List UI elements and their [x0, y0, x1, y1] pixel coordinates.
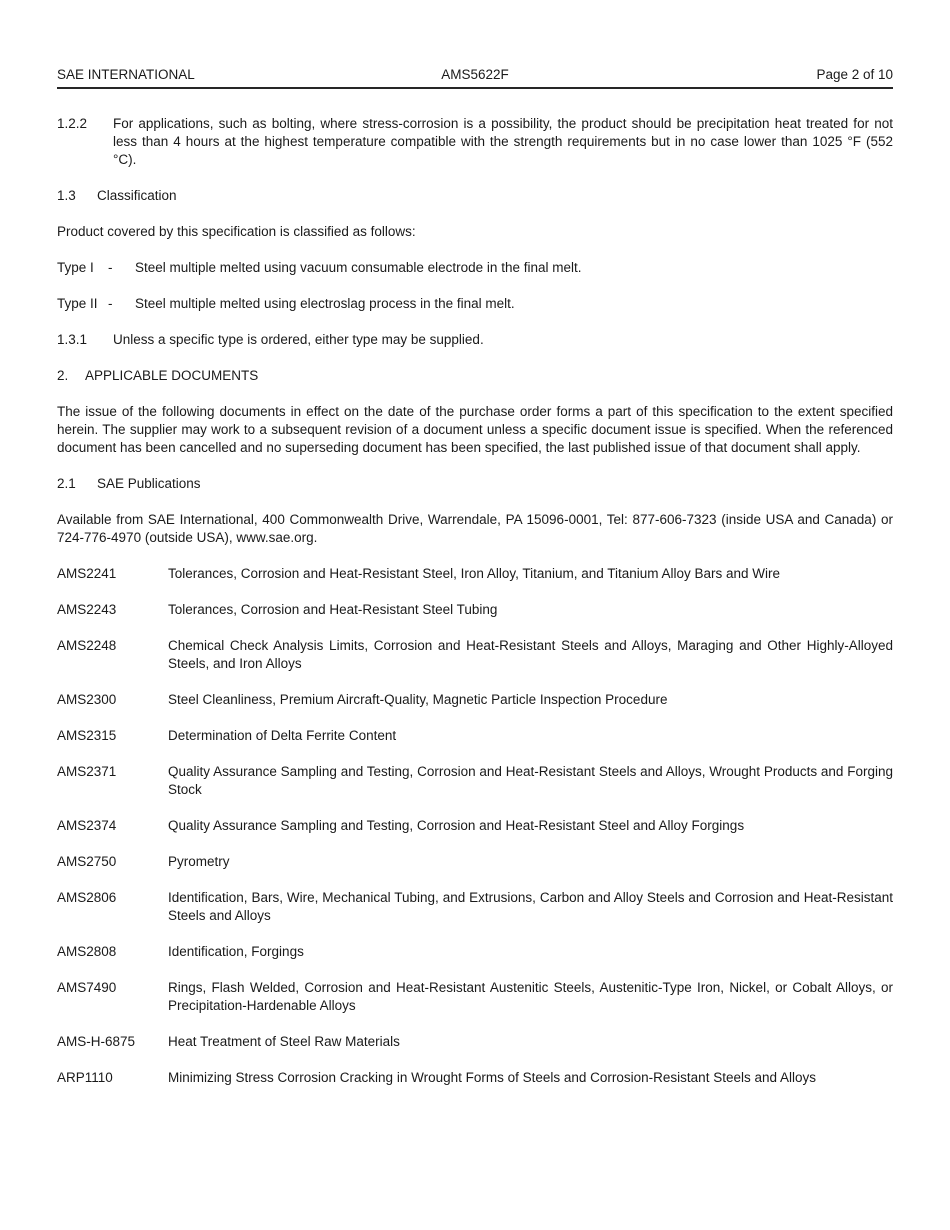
reference-title: Rings, Flash Welded, Corrosion and Heat-Resistant Austenitic Steels, Austenitic-Type Iron, Nickel, or Cobalt Alloys, or Precipitation-Hardenable Alloys	[168, 980, 893, 1013]
section-number: 2.	[57, 368, 69, 383]
clause-1-3-1	[57, 331, 893, 349]
reference-row	[57, 763, 893, 799]
header-organization: SAE INTERNATIONAL	[57, 67, 195, 82]
reference-title: Chemical Check Analysis Limits, Corrosion and Heat-Resistant Steels and Alloys, Maraging and Other Highly-Alloyed Steels, and Iron Alloys	[168, 638, 893, 671]
reference-code: AMS2248	[57, 638, 117, 653]
reference-code: AMS2750	[57, 854, 117, 869]
section-title: APPLICABLE DOCUMENTS	[85, 368, 259, 383]
reference-code: AMS2374	[57, 818, 117, 833]
reference-title: Tolerances, Corrosion and Heat-Resistant Steel Tubing	[168, 602, 498, 617]
reference-row	[57, 637, 893, 673]
paragraph-issue: The issue of the following documents in effect on the date of the purchase order forms a part of this specification to the extent specified herein. The supplier may work to a subsequent revision of a document unless a specific document issue is specified. When the referenced document has been cancelled and no superseding document has been specified, the last published issue of that document shall apply.	[57, 404, 893, 455]
clause-text: Unless a specific type is ordered, either type may be supplied.	[113, 332, 484, 347]
reference-code: AMS-H-6875	[57, 1034, 136, 1049]
reference-row	[57, 565, 893, 583]
reference-title: Identification, Bars, Wire, Mechanical Tubing, and Extrusions, Carbon and Alloy Steels and Corrosion and Heat-Resistant Steels and Alloys	[168, 890, 893, 923]
page-header	[57, 66, 893, 89]
reference-code: ARP1110	[57, 1070, 113, 1085]
header-page-number: Page 2 of 10	[816, 67, 894, 82]
reference-code: AMS2315	[57, 728, 117, 743]
clause-number: 1.2.2	[57, 116, 88, 131]
heading-2	[57, 367, 893, 385]
heading-2-1	[57, 475, 893, 493]
reference-row	[57, 853, 893, 871]
reference-row	[57, 601, 893, 619]
reference-code: AMS2808	[57, 944, 117, 959]
reference-row	[57, 691, 893, 709]
reference-code: AMS2241	[57, 566, 117, 581]
header-document-number: AMS5622F	[441, 67, 509, 82]
reference-title: Pyrometry	[168, 854, 230, 869]
type-description: Steel multiple melted using electroslag process in the final melt.	[135, 296, 515, 311]
document-body	[57, 115, 893, 1087]
reference-code: AMS2243	[57, 602, 117, 617]
reference-code: AMS2371	[57, 764, 117, 779]
type-label: Type II	[57, 296, 98, 311]
reference-row	[57, 727, 893, 745]
reference-code: AMS2806	[57, 890, 117, 905]
heading-1-3	[57, 187, 893, 205]
section-number: 2.1	[57, 476, 76, 491]
reference-code: AMS7490	[57, 980, 117, 995]
section-number: 1.3	[57, 188, 76, 203]
reference-code: AMS2300	[57, 692, 117, 707]
reference-title: Quality Assurance Sampling and Testing, Corrosion and Heat-Resistant Steels and Alloys, Wrought Products and Forging Stock	[168, 764, 893, 797]
type-description: Steel multiple melted using vacuum consumable electrode in the final melt.	[135, 260, 582, 275]
reference-row	[57, 943, 893, 961]
section-title: Classification	[97, 188, 177, 203]
paragraph-classified: Product covered by this specification is classified as follows:	[57, 224, 416, 239]
reference-row	[57, 1069, 893, 1087]
reference-row	[57, 889, 893, 925]
reference-row	[57, 979, 893, 1015]
reference-title: Determination of Delta Ferrite Content	[168, 728, 397, 743]
reference-title: Tolerances, Corrosion and Heat-Resistant Steel, Iron Alloy, Titanium, and Titanium Alloy Bars and Wire	[168, 566, 781, 581]
type-1-row	[57, 259, 893, 277]
reference-row	[57, 817, 893, 835]
section-title: SAE Publications	[97, 476, 201, 491]
clause-number: 1.3.1	[57, 332, 88, 347]
reference-title: Quality Assurance Sampling and Testing, Corrosion and Heat-Resistant Steel and Alloy Forgings	[168, 818, 745, 833]
type-dash: -	[108, 296, 113, 311]
reference-title: Steel Cleanliness, Premium Aircraft-Quality, Magnetic Particle Inspection Procedure	[168, 692, 668, 707]
reference-row	[57, 1033, 893, 1051]
reference-title: Heat Treatment of Steel Raw Materials	[168, 1034, 400, 1049]
clause-text: For applications, such as bolting, where stress-corrosion is a possibility, the product should be precipitation heat treated for not less than 4 hours at the highest temperature compatible with the strength requirements but in no case lower than 1025 °F (552 °C).	[113, 116, 893, 167]
paragraph-available: Available from SAE International, 400 Commonwealth Drive, Warrendale, PA 15096-0001, Tel: 877-606-7323 (inside USA and Canada) or 724-776-4970 (outside USA), www.sae.org.	[57, 512, 893, 545]
reference-title: Minimizing Stress Corrosion Cracking in Wrought Forms of Steels and Corrosion-Resistant Steels and Alloys	[168, 1070, 817, 1085]
type-2-row	[57, 295, 893, 313]
type-dash: -	[108, 260, 113, 275]
reference-title: Identification, Forgings	[168, 944, 304, 959]
clause-1-2-2	[57, 115, 893, 169]
type-label: Type I	[57, 260, 94, 275]
